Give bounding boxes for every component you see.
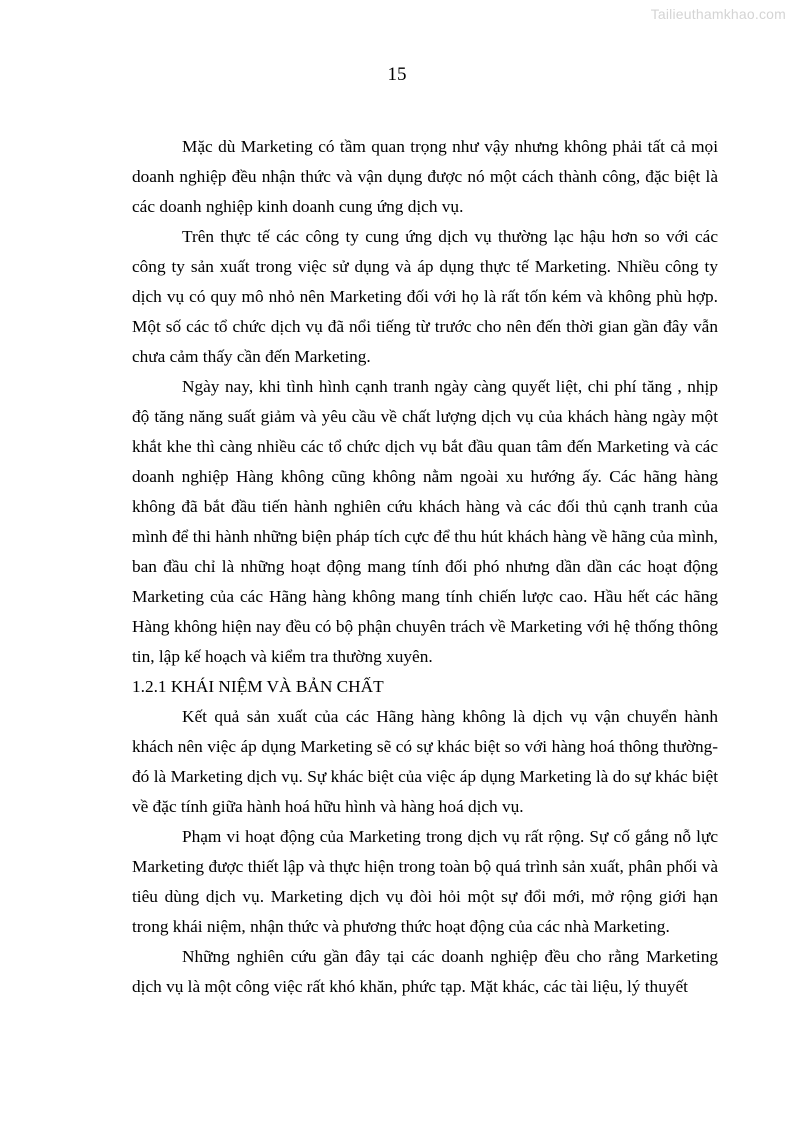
paragraph: Kết quả sản xuất của các Hãng hàng không là dịch vụ vận chuyển hành khách nên việc áp dụng Marketing sẽ có sự khác biệt so với hàng hoá thông thường- đó là Marketing dịch vụ. Sự khác biệt của việc áp dụng Marketing là do sự khác biệt về đặc tính giữa hành hoá hữu hình và hàng hoá dịch vụ.: [132, 707, 718, 816]
paragraph: Ngày nay, khi tình hình cạnh tranh ngày càng quyết liệt, chi phí tăng , nhịp độ tăng năng suất giảm và yêu cầu về chất lượng dịch vụ của khách hàng ngày một khắt khe thì càng nhiều các tổ chức dịch vụ bắt đầu quan tâm đến Marketing và các doanh nghiệp Hàng không cũng không nằm ngoài xu hướng ấy. Các hãng hàng không đã bắt đầu tiến hành nghiên cứu khách hàng và các đối thủ cạnh tranh của mình để thi hành những biện pháp tích cực để thu hút khách hàng về hãng của mình, ban đầu chỉ là những hoạt động mang tính đối phó nhưng dần dần các hoạt động Marketing của các Hãng hàng không mang tính chiến lược cao. Hầu hết các hãng Hàng không hiện nay đều có bộ phận chuyên trách về Marketing với hệ thống thông tin, lập kế hoạch và kiểm tra thường xuyên.: [132, 377, 718, 666]
page-number: 15: [387, 64, 407, 85]
paragraph: Trên thực tế các công ty cung ứng dịch vụ thường lạc hậu hơn so với các công ty sản xuất trong việc sử dụng và áp dụng thực tế Marketing. Nhiều công ty dịch vụ có quy mô nhỏ nên Marketing đối với họ là rất tốn kém và không phù hợp. Một số các tổ chức dịch vụ đã nổi tiếng từ trước cho nên đến thời gian gần đây vẫn chưa cảm thấy cần đến Marketing.: [132, 227, 718, 366]
watermark: Tailieuthamkhao.com: [650, 6, 786, 22]
document-body: [132, 132, 718, 1002]
paragraph: Phạm vi hoạt động của Marketing trong dịch vụ rất rộng. Sự cố gắng nỗ lực Marketing được thiết lập và thực hiện trong toàn bộ quá trình sản xuất, phân phối và tiêu dùng dịch vụ. Marketing dịch vụ đòi hỏi một sự đổi mới, mở rộng giới hạn trong khái niệm, nhận thức và phương thức hoạt động của các nhà Marketing.: [132, 827, 718, 936]
section-heading: 1.2.1 KHÁI NIỆM VÀ BẢN CHẤT: [132, 677, 384, 696]
paragraph: Mặc dù Marketing có tầm quan trọng như vậy nhưng không phải tất cả mọi doanh nghiệp đều nhận thức và vận dụng được nó một cách thành công, đặc biệt là các doanh nghiệp kinh doanh cung ứng dịch vụ.: [132, 137, 718, 216]
paragraph: Những nghiên cứu gần đây tại các doanh nghiệp đều cho rằng Marketing dịch vụ là một công việc rất khó khăn, phức tạp. Mặt khác, các tài liệu, lý thuyết: [132, 947, 718, 996]
